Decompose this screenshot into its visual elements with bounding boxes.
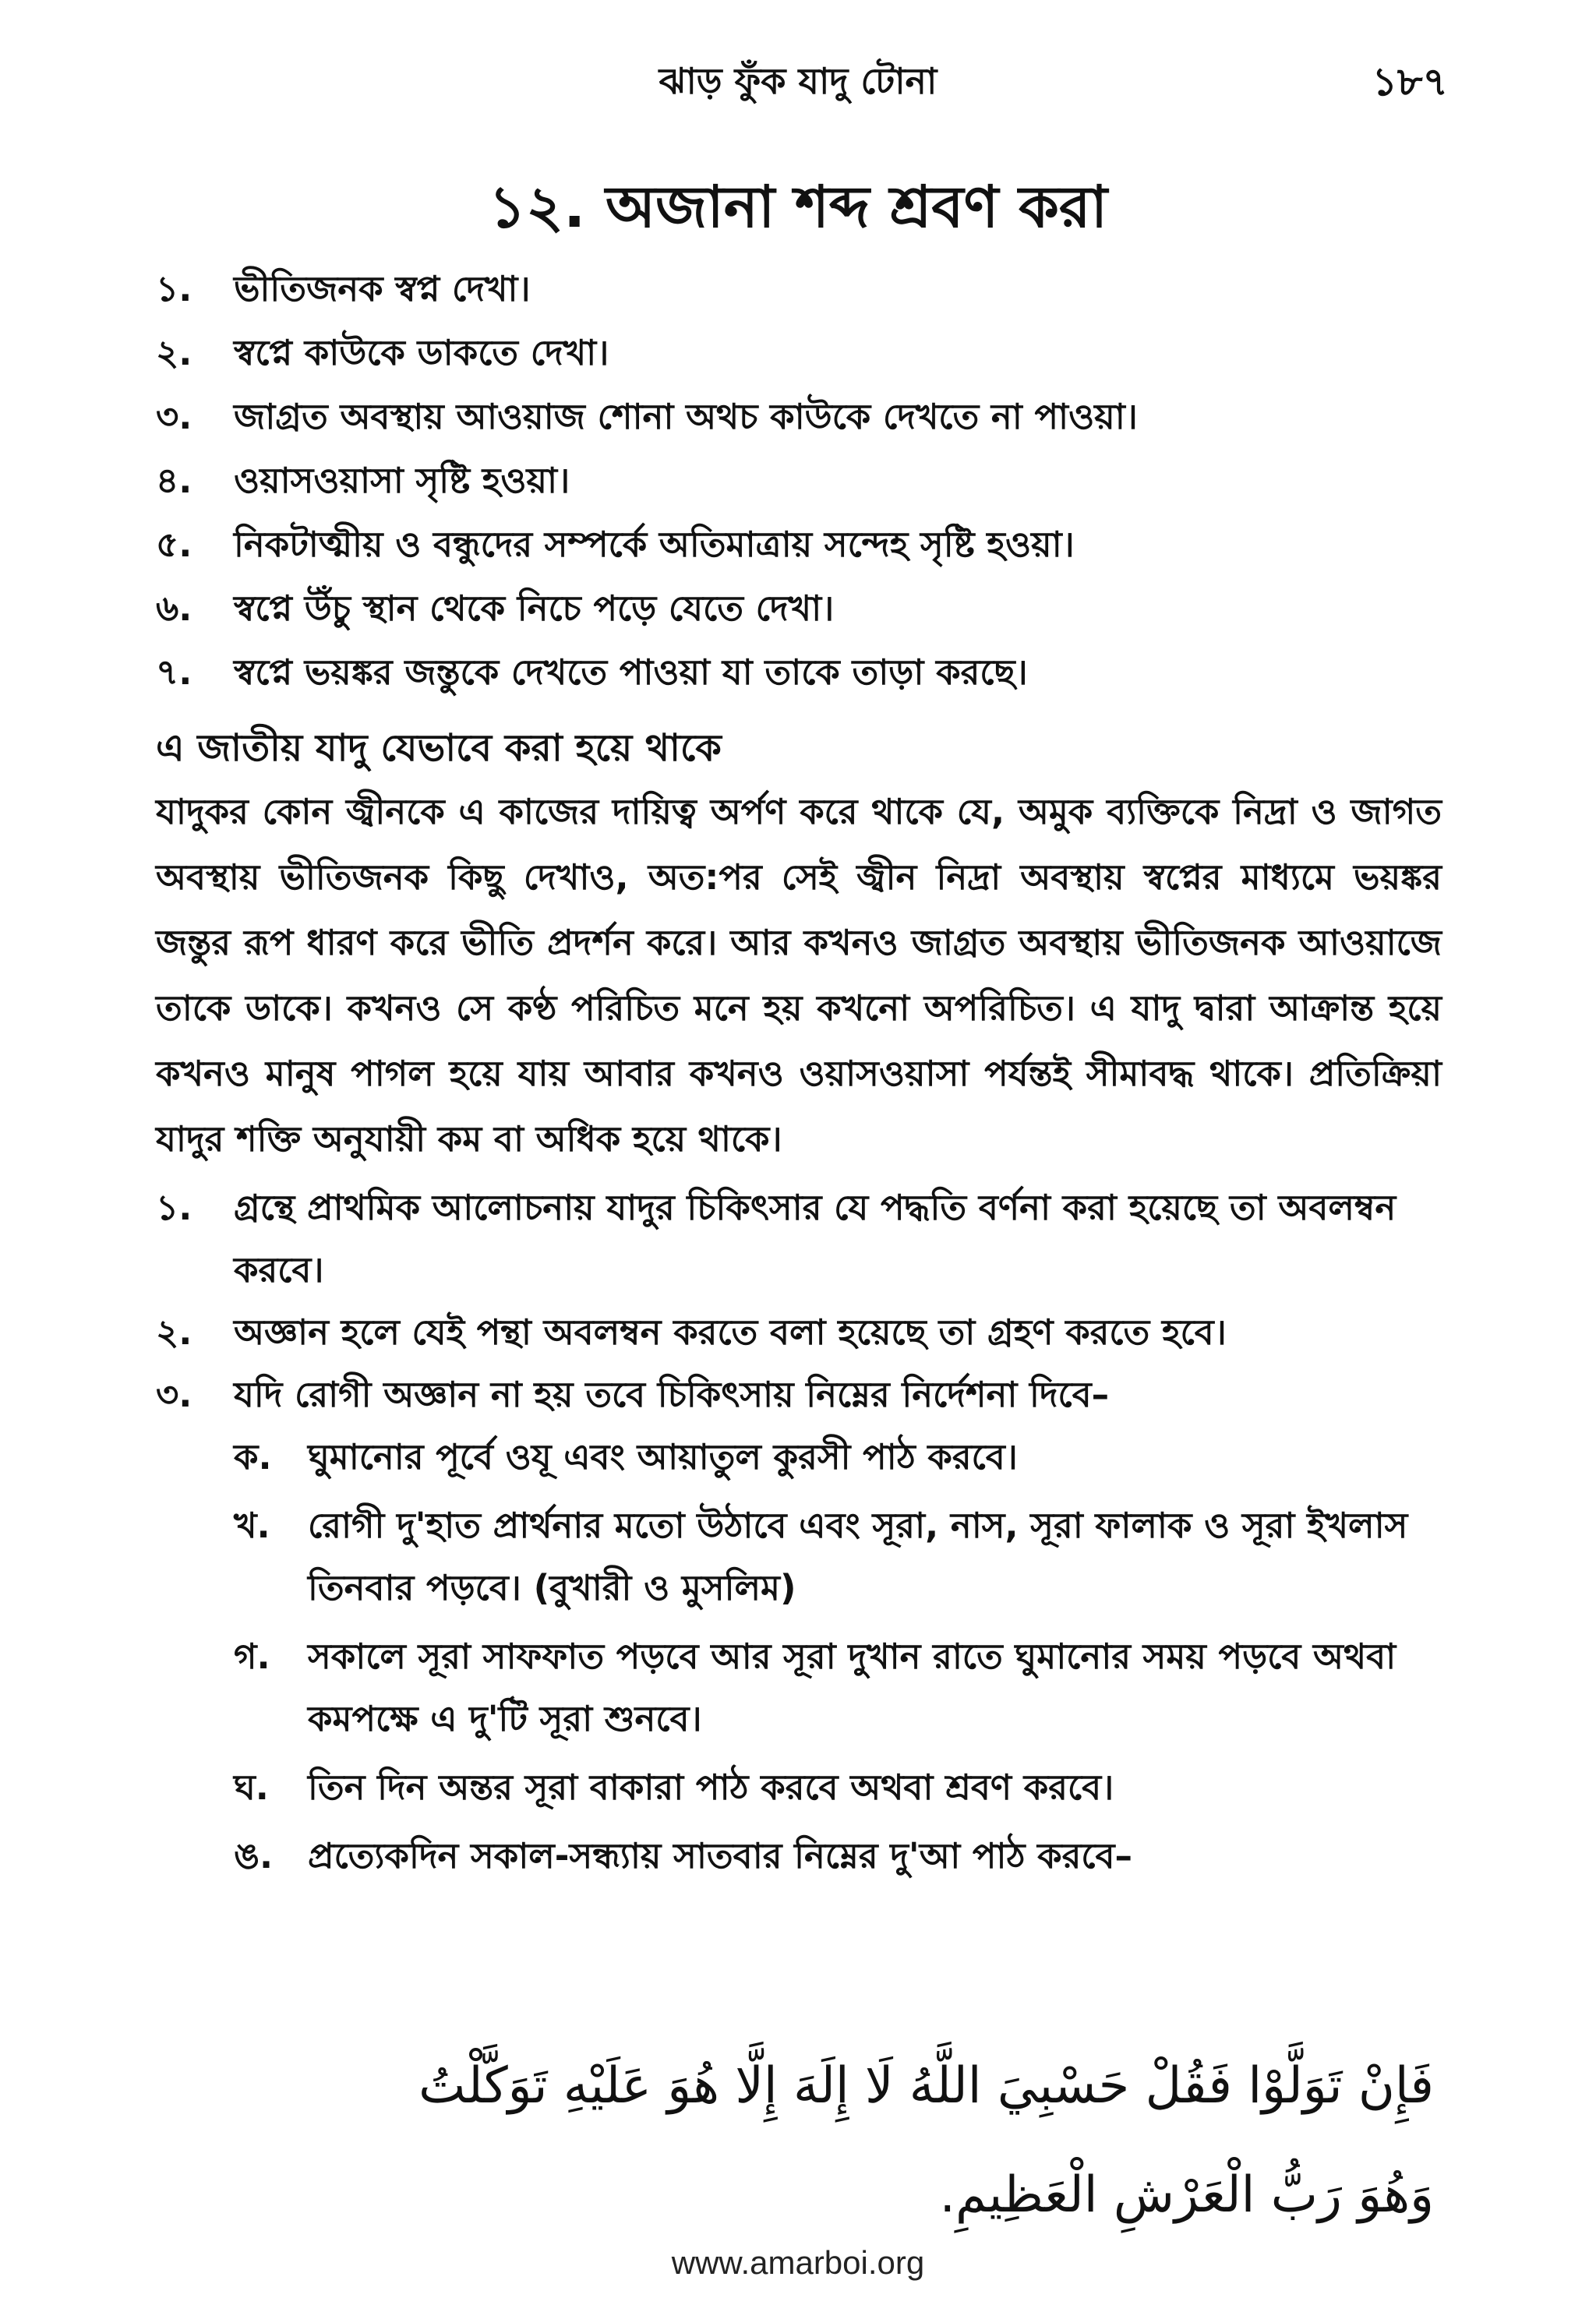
list-item <box>156 577 1442 641</box>
list-text: ভীতিজনক স্বপ্ন দেখা। <box>234 268 531 309</box>
list-text: স্বপ্নে কাউকে ডাকতে দেখা। <box>234 332 609 373</box>
list-text: স্বপ্নে ভয়ঙ্কর জন্তুকে দেখতে পাওয়া যা তাকে তাড়া করছে। <box>234 651 1028 693</box>
chapter-title: ১২. অজানা শব্দ শ্রবণ করা <box>488 174 1108 241</box>
list-text: ঘুমানোর পূর্বে ওযূ এবং আয়াতুল কুরসী পাঠ করবে। <box>308 1436 1018 1477</box>
list-number: ২. <box>156 332 192 373</box>
list-number: ২. <box>156 1311 192 1353</box>
list-item <box>234 1495 1442 1619</box>
list-number: খ. <box>234 1505 270 1546</box>
list-text: যদি রোগী অজ্ঞান না হয় তবে চিকিৎসায় নিম্নের নির্দেশনা দিবে– <box>234 1374 1110 1415</box>
sub-instruction-list <box>234 1426 1442 1887</box>
list-item <box>234 1626 1442 1750</box>
list-item <box>156 385 1442 449</box>
list-item <box>156 1364 1442 1887</box>
list-text: প্রত্যেকদিন সকাল-সন্ধ্যায় সাতবার নিম্নের দু'আ পাঠ করবে– <box>308 1835 1133 1876</box>
list-item <box>156 1301 1442 1364</box>
list-text: স্বপ্নে উঁচু স্থান থেকে নিচে পড়ে যেতে দেখা। <box>234 588 835 629</box>
list-number: ৬. <box>156 588 192 629</box>
list-text: তিন দিন অন্তর সূরা বাকারা পাঠ করবে অথবা শ্রবণ করবে। <box>308 1767 1114 1808</box>
list-number: ৫. <box>156 524 192 565</box>
list-number: ৪. <box>156 460 192 501</box>
symptom-list <box>156 257 1442 704</box>
list-item <box>234 1756 1442 1819</box>
list-number: ৩. <box>156 1374 192 1415</box>
list-item <box>234 1825 1442 1887</box>
list-number: ৭. <box>156 651 192 693</box>
list-text: রোগী দু'হাত প্রার্থনার মতো উঠাবে এবং সূরা, নাস, সূরা ফালাক ও সূরা ইখলাস তিনবার পড়বে। (বুখারী ও মুসলিম) <box>308 1505 1408 1608</box>
list-text: ওয়াসওয়াসা সৃষ্টি হওয়া। <box>234 460 570 501</box>
page-content <box>156 257 1442 1894</box>
arabic-verse-line-1: فَإِنْ تَوَلَّوْا فَقُلْ حَسْبِيَ اللَّهُ لَا إِلَهَ إِلَّا هُوَ عَلَيْهِ تَوَكَّلْتُ <box>418 2057 1434 2115</box>
footer-website: www.amarboi.org <box>671 2244 925 2281</box>
list-text: জাগ্রত অবস্থায় আওয়াজ শোনা অথচ কাউকে দেখতে না পাওয়া। <box>234 396 1138 437</box>
page-number: ১৮৭ <box>1372 59 1448 104</box>
list-number: ঙ. <box>234 1835 274 1876</box>
list-text: গ্রন্থে প্রাথমিক আলোচনায় যাদুর চিকিৎসার যে পদ্ধতি বর্ণনা করা হয়েছে তা অবলম্বন করবে। <box>234 1187 1396 1290</box>
list-number: ১. <box>156 1187 192 1228</box>
list-number: গ. <box>234 1636 270 1677</box>
running-title: ঝাড় ফুঁক যাদু টোনা <box>659 60 937 102</box>
list-item <box>156 321 1442 385</box>
list-text: অজ্ঞান হলে যেই পন্থা অবলম্বন করতে বলা হয়েছে তা গ্রহণ করতে হবে। <box>234 1311 1227 1353</box>
list-number: ৩. <box>156 396 192 437</box>
list-item <box>156 641 1442 704</box>
arabic-verse-line-2: وَهُوَ رَبُّ الْعَرْشِ الْعَظِيمِ. <box>939 2166 1434 2224</box>
list-item <box>156 513 1442 577</box>
list-number: ক. <box>234 1436 272 1477</box>
list-item <box>156 257 1442 321</box>
list-text: সকালে সূরা সাফফাত পড়বে আর সূরা দুখান রাতে ঘুমানোর সময় পড়বে অথবা কমপক্ষে এ দু'টি সূরা শুনবে। <box>308 1636 1396 1739</box>
list-item <box>156 1177 1442 1301</box>
list-number: ১. <box>156 268 192 309</box>
list-number: ঘ. <box>234 1767 269 1808</box>
section-heading: এ জাতীয় যাদু যেভাবে করা হয়ে থাকে <box>156 726 722 770</box>
treatment-list <box>156 1177 1442 1887</box>
list-item <box>234 1426 1442 1488</box>
body-paragraph: যাদুকর কোন জ্বীনকে এ কাজের দায়িত্ব অর্পণ করে থাকে যে, অমুক ব্যক্তিকে নিদ্রা ও জাগত অবস্থায় ভীতিজনক কিছু দেখাও, অত:পর সেই জ্বীন নিদ্রা অবস্থায় স্বপ্নের মাধ্যমে ভয়ঙ্কর জন্তুর রূপ ধারণ করে ভীতি প্রদর্শন করে। আর কখনও জাগ্রত অবস্থায় ভীতিজনক আওয়াজে তাকে ডাকে। কখনও সে কণ্ঠ পরিচিত মনে হয় কখনো অপরিচিত। এ যাদু দ্বারা আক্রান্ত হয়ে কখনও মানুষ পাগল হয়ে যায় আবার কখনও ওয়াসওয়াসা পর্যন্তই সীমাবদ্ধ থাকে। প্রতিক্রিয়া যাদুর শক্তি অনুযায়ী কম বা অধিক হয়ে থাকে। <box>156 791 1442 1160</box>
list-item <box>156 449 1442 513</box>
list-text: নিকটাত্মীয় ও বন্ধুদের সম্পর্কে অতিমাত্রায় সন্দেহ সৃষ্টি হওয়া। <box>234 524 1075 565</box>
